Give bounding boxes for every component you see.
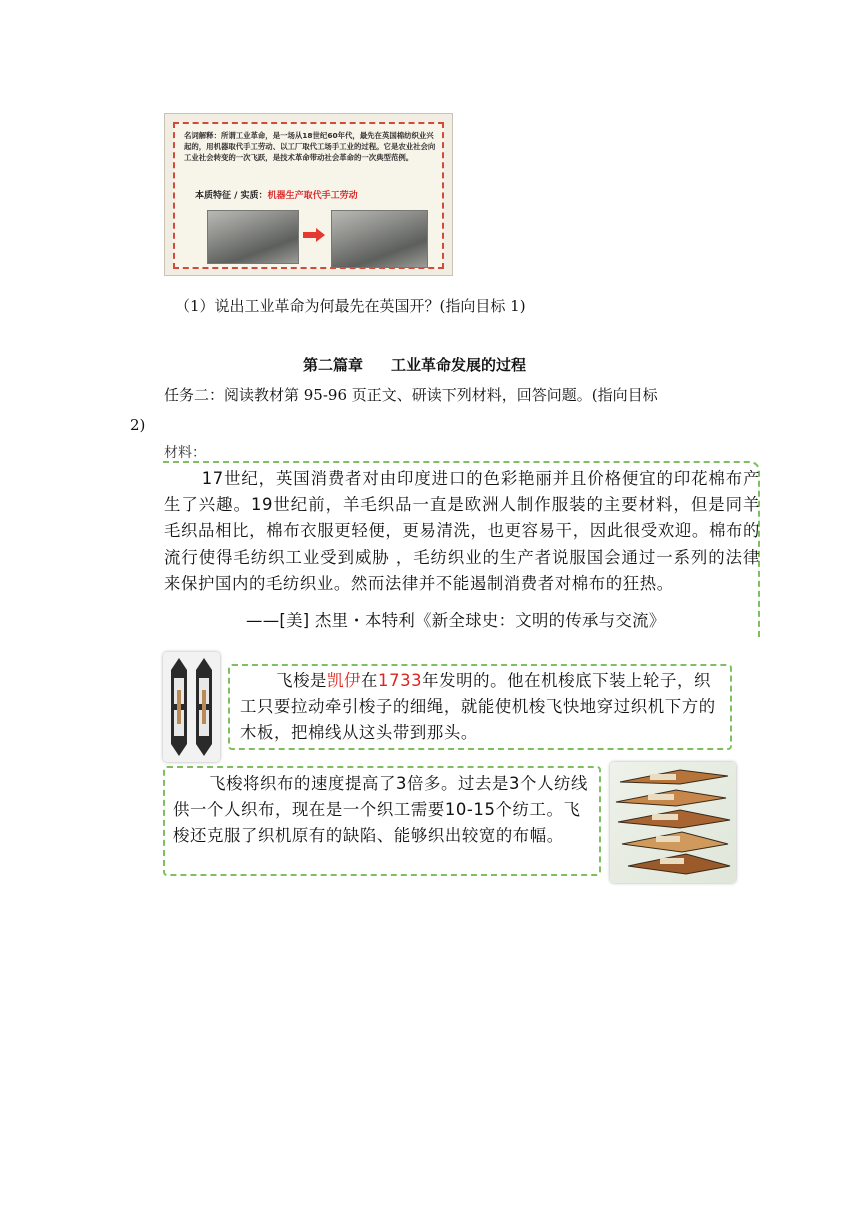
slide-essence	[195, 188, 358, 201]
shuttle-invention-text	[240, 668, 726, 746]
material-label: 材料：	[164, 445, 206, 461]
slide-definition: 名词解释：所谓工业革命，是一场从18世纪60年代，最先在英国棉纺织业兴起的，用机器取代手工劳动、以工厂取代工场手工业的过程。它是农业社会向工业社会转变的一次飞跃，是技术革命带动社会革命的一次典型范例。	[184, 131, 436, 162]
invention-year: 1733	[378, 671, 423, 690]
shuttle-effect-text: 飞梭将织布的速度提高了3倍多。过去是3个人纺线供一个人织布，现在是一个织工需要10-15个纺工。飞梭还克服了织机原有的缺陷、能够织出较宽的布幅。	[173, 774, 588, 845]
quote-text: 17世纪，英国消费者对由印度进口的色彩艳丽并且价格便宜的印花棉布产生了兴趣。19世纪前，羊毛织品一直是欧洲人制作服装的主要材料，但是同羊毛织品相比，棉布衣服更轻便，更易清洗，也更容易干，因此很受欢迎。棉布的流行使得毛纺织工业受到威胁 ，毛纺织业的生产者说服国会通过一系列的法律来保护国内的毛纺织业。然而法律并不能遏制消费者对棉布的狂热。	[164, 469, 760, 593]
quote-source: ——[美] 杰里・本特利《新全球史：文明的传承与交流》	[246, 611, 666, 630]
slide-dashed-frame	[173, 122, 444, 269]
chapter-part: 第二篇章	[303, 356, 364, 374]
industrial-revolution-slide-image	[164, 113, 453, 276]
task2-instruction-cont: 2)	[130, 416, 146, 434]
factory-machines-photo	[331, 210, 428, 268]
box1-post: 年发明的。他在机梭底下装上轮子，织工只要拉动牵引梭子的细绳，就能使机梭飞快地穿过织机下方的木板，把棉线从这头带到那头。	[240, 671, 716, 742]
task2-instruction: 任务二：阅读教材第 95-96 页正文、研读下列材料，回答问题。(指向目标	[164, 386, 658, 404]
wooden-shuttles-image	[610, 762, 736, 883]
box1-mid: 在	[361, 671, 379, 690]
inventor-name: 凯伊	[327, 671, 362, 690]
flying-shuttle-image	[163, 652, 220, 762]
essence-value: 机器生产取代手工劳动	[267, 191, 358, 201]
chapter-heading	[303, 354, 526, 375]
handloom-photo	[207, 210, 299, 264]
chapter-title: 工业革命发展的过程	[391, 356, 527, 374]
box1-pre: 飞梭是	[276, 671, 328, 690]
essence-label: 本质特征 / 实质：	[195, 191, 268, 201]
question-1: （1）说出工业革命为何最先在英国开？(指向目标 1)	[175, 297, 526, 315]
right-arrow-icon	[303, 228, 325, 242]
